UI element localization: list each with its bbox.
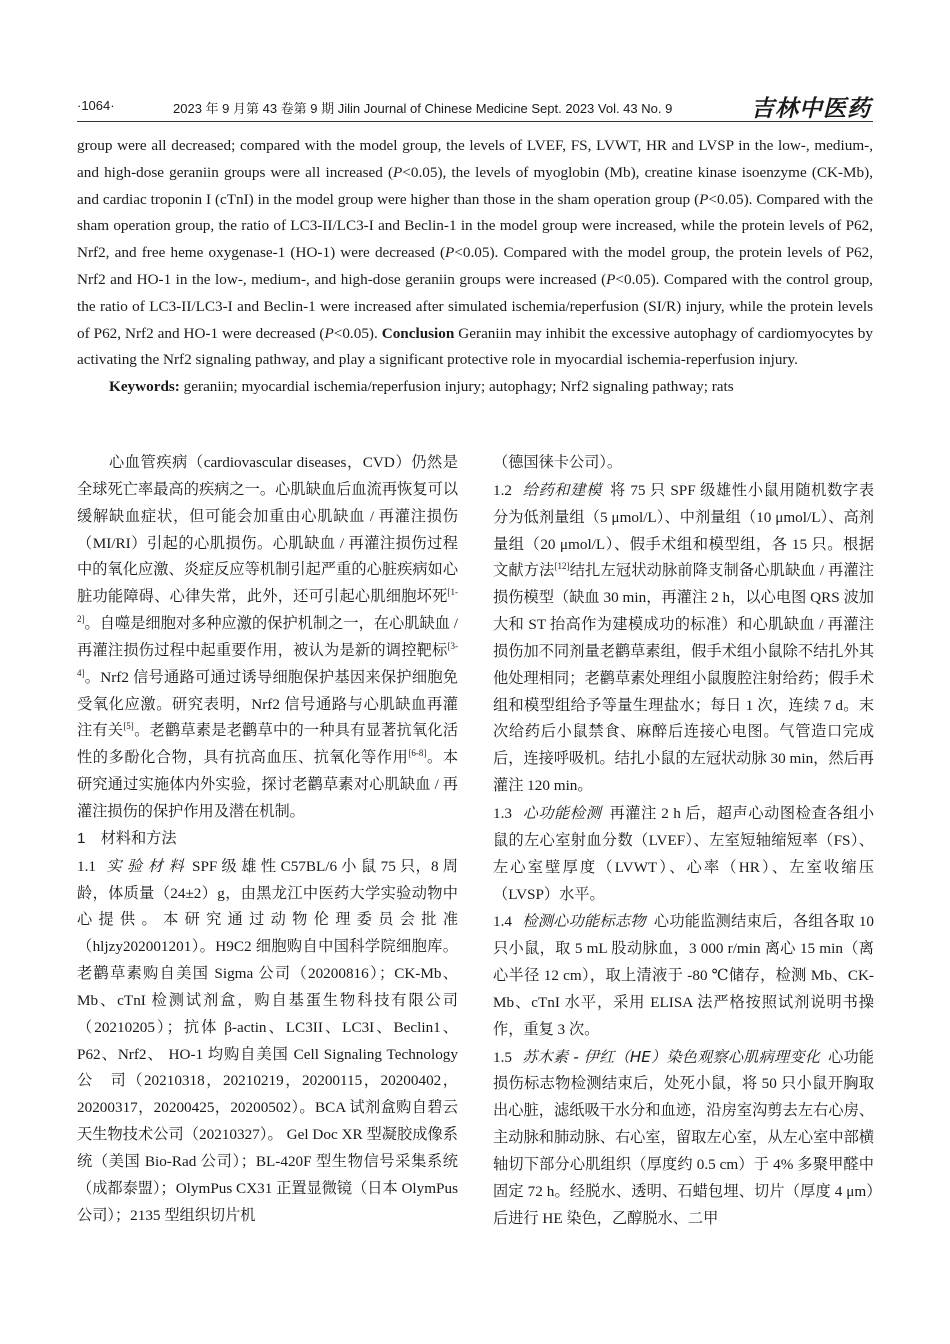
conclusion-label: Conclusion [381,324,455,342]
abstract-results-paragraph: group were all decreased; compared with the model group, the levels of LVEF, FS, LVWT, HR and LVSP in the low-, medium-, and high-dose geraniin groups were all increased (P<0.05), the levels of myoglobin (Mb), creatine kinase isoenzyme (CK-Mb), and cardiac troponin I (cTnI) in the model group were higher than those in the sham operation group (P<0.05). Compared with the sham operation group, the ratio of LC3-II/LC3-I and Beclin-1 in the model group were increased, while the protein levels of P62, Nrf2, and free heme oxygenase-1 (HO-1) were decreased (P<0.05). Compared with the model group, the protein levels of P62, Nrf2 and HO-1 in the low-, medium-, and high-dose geraniin groups were increased (P<0.05). Compared with the control group, the ratio of LC3-II/LC3-I and Beclin-1 were increased after simulated ischemia/reperfusion (SI/R) injury, while the protein levels of P62, Nrf2 and HO-1 were decreased (P<0.05). Conclusion Geraniin may inhibit the excessive autophagy of cardiomyocytes by activating the Nrf2 signaling pathway, and play a significant protective role in myocardial ischemia-reperfusion injury. [77,137,873,369]
page-number: ·1064· [77,98,115,113]
header-rule [77,121,873,122]
section-1-1: 1.1 实 验 材 料 SPF 级 雄 性 C57BL/6 小 鼠 75 只，8 周龄，体质量（24±2）g，由黑龙江中医药大学实验动物中心提供。本研究通过动物伦理委员会批准（hljzy202001201）。H9C2 细胞购自中国科学院细胞库。老鹳草素购自美国 Sigma 公司（20200816）；CK-Mb、Mb、cTnI 检测试剂盒，购自基蛋生物科技有限公司（20210205）；抗体 β-actin、LC3II、LC3I、Beclin1、P62、Nrf2、 HO-1 均购自美国 Cell Signaling Technology 公 司（20210318，20210219，20200115，20200402，20200317，20200425，20200502）。BCA 试剂盒购自碧云天生物技术公司（20210327）。 Gel Doc XR 型凝胶成像系统（美国 Bio-Rad 公司）；BL-420F 型生物信号采集系统（成都泰盟）；OlymPus CX31 正置显微镜（日本 OlymPus 公司）；2135 型组织切片机 [77,856,458,1224]
section-1-5: 1.5 苏木素 - 伊红（HE）染色观察心肌病理变化 心功能损伤标志物检测结束后，处死小鼠，将 50 只小鼠开胸取出心脏，滤纸吸干水分和血迹，沿房室沟剪去左右心房、主动脉和肺动脉、右心室，留取左心室，从左心室中部横轴切下部分心肌组织（厚度约 0.5 cm）于 4% 多聚甲醛中固定 72 h。经脱水、透明、石蜡包埋、切片（厚度 4 μm）后进行 HE 染色，乙醇脱水、二甲 [493,1047,874,1227]
abstract-english [77,133,873,401]
section-heading-methods: 1 材料和方法 [77,829,177,847]
body-column-left [77,450,458,1229]
section-1-4: 1.4 检测心功能标志物 心功能监测结束后，各组各取 10 只小鼠，取 5 mL 股动脉血，3 000 r/min 离心 15 min（离心半径 12 cm），取上清液于 -80 ℃储存，检测 Mb、CK-Mb、cTnI 水平，采用 ELISA 法严格按照试剂说明书操作，重复 3 次。 [493,912,875,1038]
keywords-line: Keywords: geraniin; myocardial ischemia/reperfusion injury; autophagy; Nrf2 signaling pathway; rats [109,378,734,396]
section-1-3: 1.3 心功能检测 再灌注 2 h 后，超声心动图检查各组小鼠的左心室射血分数（LVEF）、左室短轴缩短率（FS）、左心室壁厚度（LVWT）、心率（HR）、左室收缩压（LVSP）水平。 [493,803,875,903]
journal-logo: 吉林中医药 [751,95,871,122]
body-column-right [493,450,874,1232]
introduction-paragraph: 心血管疾病（cardiovascular diseases，CVD）仍然是全球死亡率最高的疾病之一。心肌缺血后血流再恢复可以缓解缺血症状，但可能会加重由心肌缺血 / 再灌注损伤（MI/RI）引起的心肌损伤。心肌缺血 / 再灌注损伤过程中的氧化应激、炎症反应等机制引起严重的心脏疾病如心脏功能障碍、心律失常，此外，还可引起心肌细胞坏死[1-2]。自噬是细胞对多种应激的保护机制之一，在心肌缺血 / 再灌注损伤过程中起重要作用，被认为是新的调控靶标[3-4]。Nrf2 信号通路可通过诱导细胞保护基因来保护细胞免受氧化应激。研究表明，Nrf2 信号通路与心肌缺血再灌注有关[5]。老鹳草素是老鹳草中的一种具有显著抗氧化活性的多酚化合物，具有抗高血压、抗氧化等作用[6-8]。本研究通过实施体内外实验，探讨老鹳草素对心肌缺血 / 再灌注损伤的保护作用及潜在机制。 [77,454,459,820]
continued-text: （德国徕卡公司）。 [493,454,623,471]
section-1-2: 1.2 给药和建模 将 75 只 SPF 级雄性小鼠用随机数字表分为低剂量组（5 μmol/L）、中剂量组（10 μmol/L）、高剂量组（20 μmol/L）、假手术组和模型组，各 15 只。根据文献方法[12]结扎左冠状动脉前降支制备心肌缺血 / 再灌注损伤模型（缺血 30 min，再灌注 2 h，以心电图 QRS 波加大和 ST 抬高作为建模成功的标准）和心肌缺血 / 再灌注损伤加不同剂量老鹳草素组，假手术组小鼠除不结扎外其他处理相同；老鹳草素处理组小鼠腹腔注射给药；假手术组和模型组给予等量生理盐水；每日 1 次，连续 7 d。末次给药后小鼠禁食、麻醉后连接心电图。气管造口完成后，连接呼吸机。结扎小鼠的左冠状动脉 30 min，然后再灌注 120 min。 [493,480,875,795]
running-header [77,92,873,122]
keywords-label: Keywords: [109,378,180,396]
journal-issue-info: 2023 年 9 月第 43 卷第 9 期 Jilin Journal of Chinese Medicine Sept. 2023 Vol. 43 No. 9 [173,101,673,116]
